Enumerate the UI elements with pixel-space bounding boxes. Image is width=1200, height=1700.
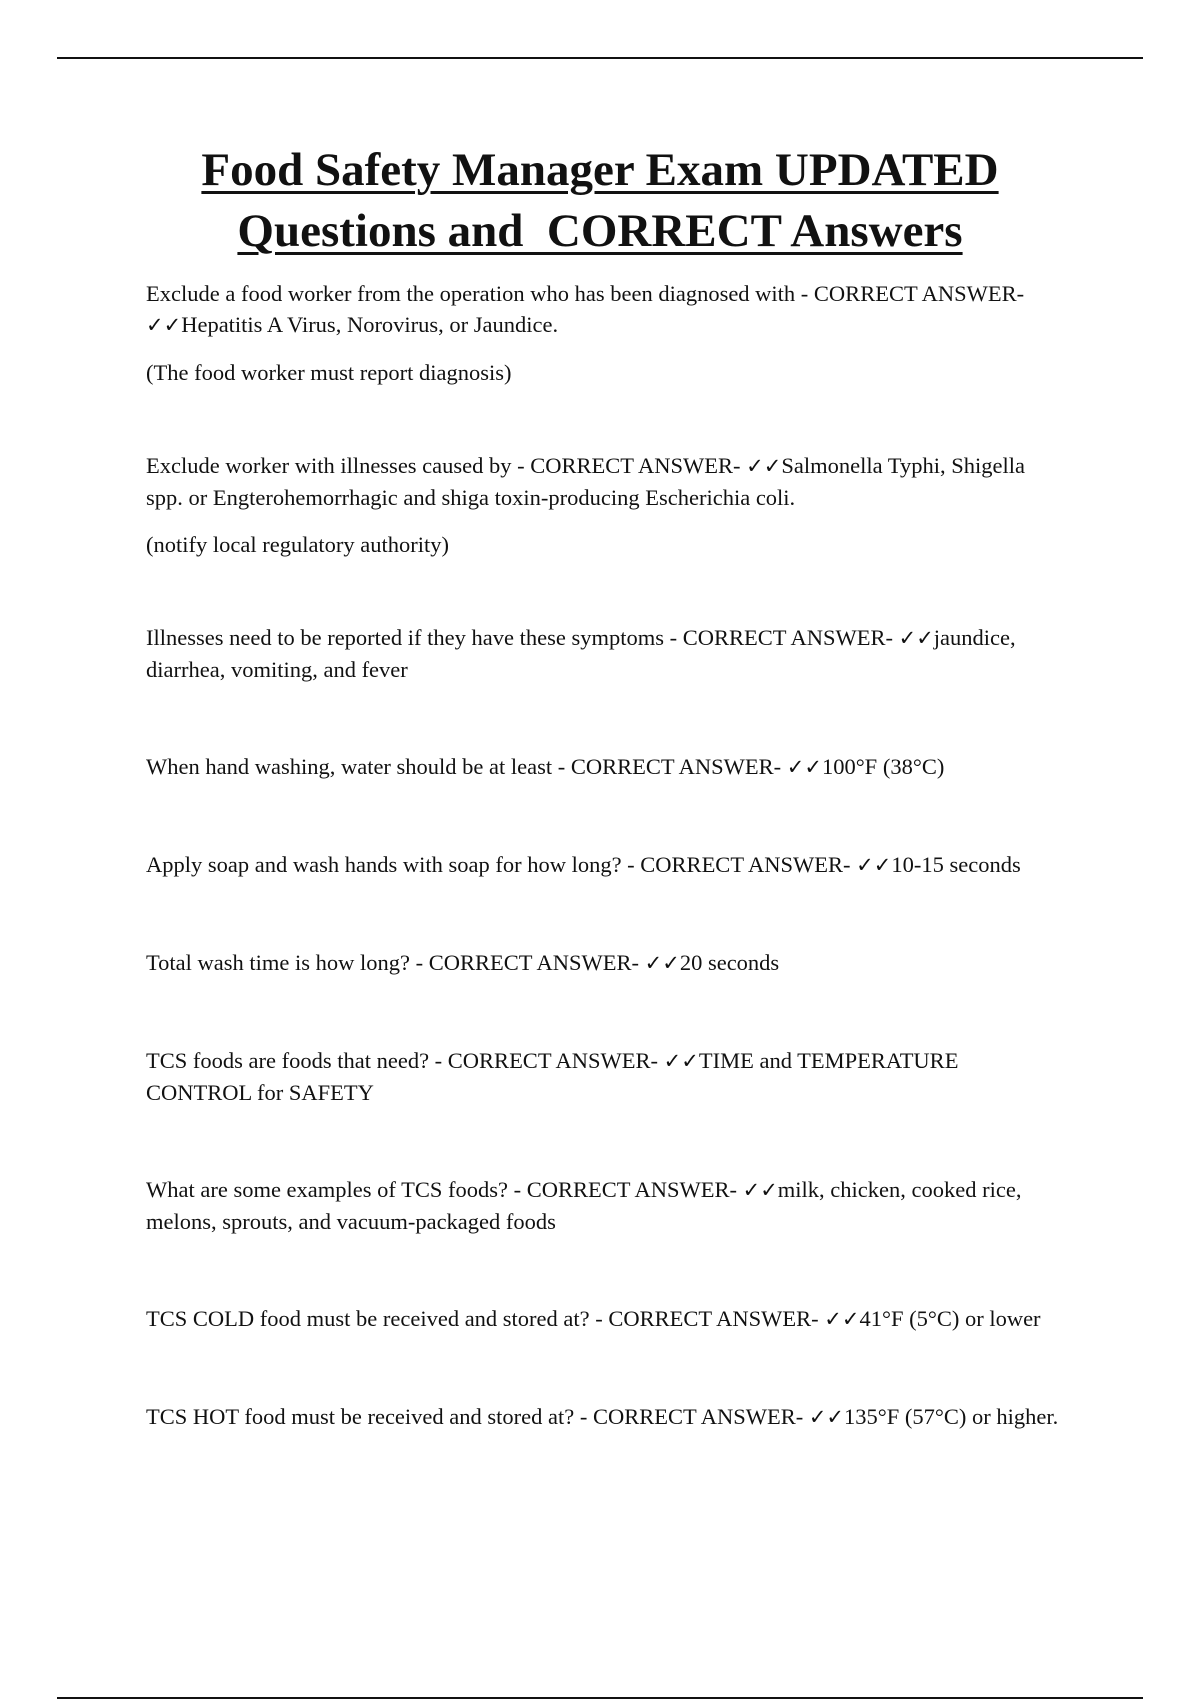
- qa-item-5: [146, 849, 1066, 881]
- qa-text: [146, 947, 1066, 979]
- question-text: TCS foods are foods that need? - CORRECT ANSWER-: [146, 1048, 664, 1073]
- qa-note: (The food worker must report diagnosis): [146, 360, 512, 385]
- answer-text: 41°F (5°C) or lower: [859, 1306, 1041, 1331]
- qa-item-4: [146, 751, 1066, 783]
- double-check-icon: ✓✓: [786, 755, 822, 779]
- qa-item-6: [146, 947, 1066, 979]
- qa-text: [146, 1045, 1066, 1108]
- answer-text: 10-15 seconds: [891, 852, 1021, 877]
- qa-item-3: [146, 622, 1066, 685]
- question-text: What are some examples of TCS foods? - CORRECT ANSWER-: [146, 1177, 743, 1202]
- qa-note: (notify local regulatory authority): [146, 532, 450, 557]
- double-check-icon: ✓✓: [856, 853, 892, 877]
- question-text: Exclude worker with illnesses caused by - CORRECT ANSWER-: [146, 453, 747, 478]
- double-check-icon: ✓✓: [746, 454, 782, 478]
- qa-item-9: [146, 1303, 1066, 1335]
- answer-text: TIME and TEMPERATURE CONTROL for SAFETY: [146, 1048, 959, 1105]
- question-text: Total wash time is how long? - CORRECT ANSWER-: [146, 950, 645, 975]
- double-check-icon: ✓✓: [663, 1049, 699, 1073]
- question-text: Exclude a food worker from the operation who has been diagnosed with - CORRECT ANSWER-: [146, 281, 1025, 306]
- question-text: Illnesses need to be reported if they have these symptoms - CORRECT ANSWER-: [146, 625, 899, 650]
- qa-list: [146, 278, 1066, 1433]
- answer-text: 20 seconds: [679, 950, 780, 975]
- qa-item-10: [146, 1401, 1066, 1433]
- answer-text: jaundice, diarrhea, vomiting, and fever: [146, 625, 1016, 682]
- qa-text: [146, 849, 1066, 881]
- answer-text: 100°F (38°C): [821, 754, 945, 779]
- question-text: TCS COLD food must be received and stored at? - CORRECT ANSWER-: [146, 1306, 825, 1331]
- qa-item-7: [146, 1045, 1066, 1108]
- qa-text: [146, 278, 1066, 341]
- answer-text: Salmonella Typhi, Shigella spp. or Engterohemorrhagic and shiga toxin-producing Escherichia coli.: [146, 453, 1025, 510]
- double-check-icon: ✓✓: [742, 1178, 778, 1202]
- footer-rule: [57, 1697, 1143, 1699]
- qa-text: [146, 751, 1066, 783]
- double-check-icon: ✓✓: [644, 951, 680, 975]
- double-check-icon: ✓✓: [808, 1405, 845, 1429]
- title-line-1: Food Safety Manager Exam UPDATED: [201, 144, 999, 196]
- double-check-icon: ✓✓: [146, 313, 182, 337]
- qa-item-8: [146, 1174, 1066, 1237]
- question-text: When hand washing, water should be at least - CORRECT ANSWER-: [146, 754, 787, 779]
- answer-text: 135°F (57°C) or higher.: [844, 1404, 1059, 1429]
- qa-text: [146, 1174, 1066, 1237]
- answer-text: milk, chicken, cooked rice, melons, sprouts, and vacuum-packaged foods: [146, 1177, 1022, 1234]
- page-title: [60, 140, 1140, 262]
- question-text: Apply soap and wash hands with soap for how long? - CORRECT ANSWER-: [146, 852, 857, 877]
- header-rule: [57, 57, 1143, 59]
- qa-text: [146, 622, 1066, 685]
- answer-text: Hepatitis A Virus, Norovirus, or Jaundice.: [181, 312, 559, 337]
- double-check-icon: ✓✓: [824, 1307, 860, 1331]
- question-text: TCS HOT food must be received and stored at? - CORRECT ANSWER-: [146, 1404, 809, 1429]
- qa-text: [146, 1401, 1066, 1433]
- qa-text: [146, 450, 1066, 513]
- qa-item-1: [146, 278, 1066, 388]
- qa-text: [146, 1303, 1066, 1335]
- qa-item-2: [146, 450, 1066, 560]
- title-line-2: Questions and CORRECT Answers: [237, 205, 963, 257]
- double-check-icon: ✓✓: [898, 626, 934, 650]
